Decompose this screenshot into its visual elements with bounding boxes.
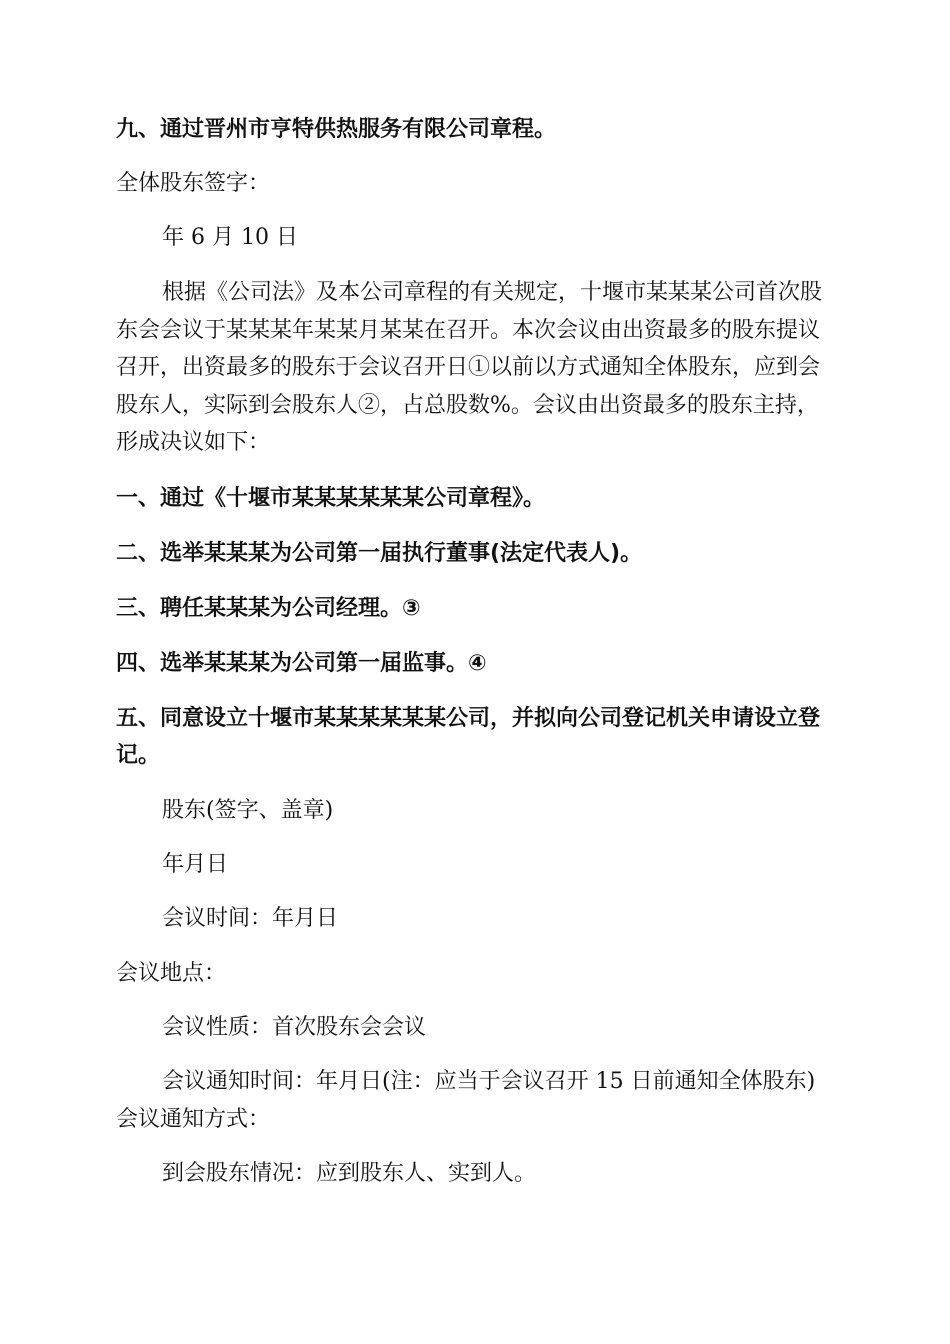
meeting-nature: 会议性质：首次股东会会议 <box>162 1015 427 1040</box>
all-shareholders-signature-label: 全体股东签字： <box>116 171 271 196</box>
shareholder-signature-stamp-label: 股东(签字、盖章) <box>162 798 334 823</box>
meeting-time: 会议时间：年月日 <box>162 906 339 931</box>
meeting-notice-method: 会议通知方式： <box>116 1107 271 1132</box>
heading-article-9: 九、通过晋州市亨特供热服务有限公司章程。 <box>116 117 557 142</box>
resolution-item-1: 一、通过《十堰市某某某某某某公司章程》。 <box>116 486 546 511</box>
signature-date-line: 年月日 <box>162 852 229 877</box>
resolution-item-4: 四、选举某某某为公司第一届监事。④ <box>116 651 487 676</box>
attendance-status: 到会股东情况：应到股东人、实到人。 <box>162 1161 537 1186</box>
resolution-item-2: 二、选举某某某为公司第一届执行董事(法定代表人)。 <box>116 541 643 566</box>
intro-paragraph: 根据《公司法》及本公司章程的有关规定，十堰市某某某公司首次股东会会议于某某某年某某月某某在召开。本次会议由出资最多的股东提议召开，出资最多的股东于会议召开日①以前以方式通知全体股东，应到会股东人，实际到会股东人②，占总股数%。会议由出资最多的股东主持，形成决议如下： <box>116 280 823 455</box>
resolution-item-5: 五、同意设立十堰市某某某某某某公司，并拟向公司登记机关申请设立登 <box>116 706 821 731</box>
resolution-item-5-continued: 记。 <box>116 743 161 768</box>
resolution-item-3: 三、聘任某某某为公司经理。③ <box>116 596 421 621</box>
date-line: 年 6 月 10 日 <box>162 225 298 250</box>
meeting-notice-time: 会议通知时间：年月日(注：应当于会议召开 15 日前通知全体股东) <box>162 1069 816 1094</box>
meeting-place: 会议地点： <box>116 961 227 986</box>
